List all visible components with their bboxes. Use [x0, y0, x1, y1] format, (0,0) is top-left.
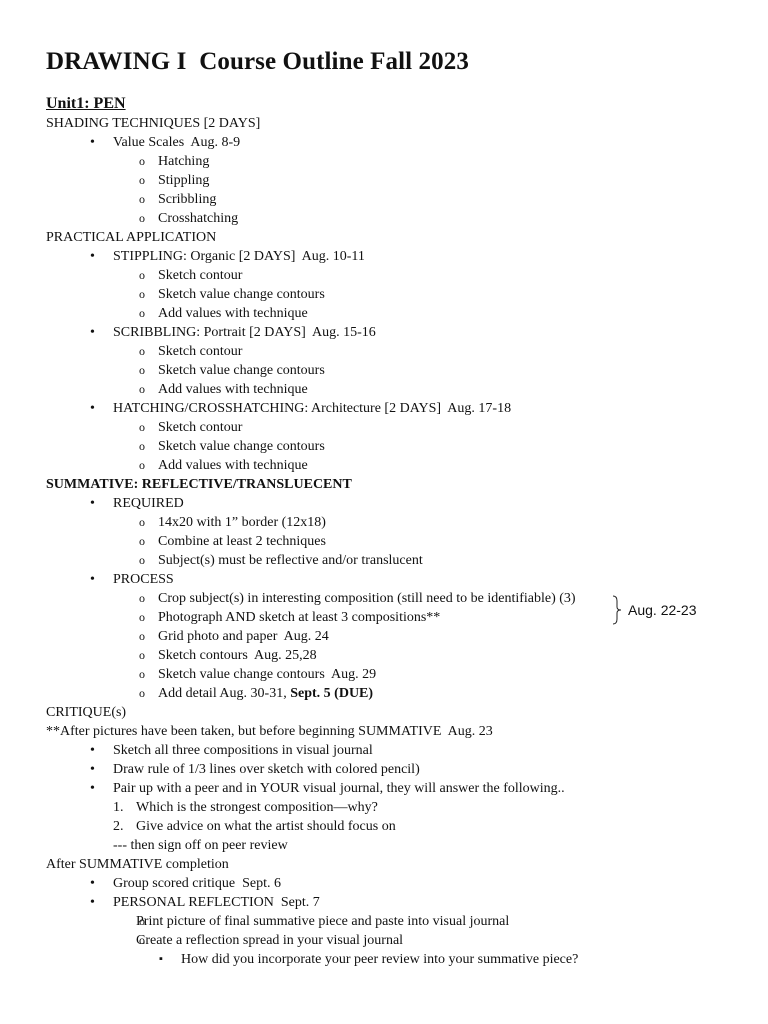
numbered-item [46, 798, 746, 817]
list-subitem: o Sketch value change contours [46, 361, 746, 380]
critique-note: **After pictures have been taken, but before beginning SUMMATIVE Aug. 23 [46, 724, 493, 739]
list-subitem: o Print picture of final summative piece and paste into visual journal [46, 912, 746, 931]
list-subitem: o Sketch contour [46, 418, 746, 437]
list-item: • SCRIBBLING: Portrait [2 DAYS] Aug. 15-16 [46, 323, 746, 342]
list-subitem: o Sketch value change contours Aug. 29 [46, 665, 746, 684]
list-subitem: o Photograph AND sketch at least 3 compositions** [46, 608, 746, 627]
list-subitem: o Grid photo and paper Aug. 24 [46, 627, 746, 646]
list-subitem: o Sketch contours Aug. 25,28 [46, 646, 746, 665]
list-item: • REQUIRED [46, 494, 746, 513]
numbered-text: Which is the strongest composition—why? [136, 800, 378, 815]
list-item: • STIPPLING: Organic [2 DAYS] Aug. 10-11 [46, 247, 746, 266]
list-subitem: o 14x20 with 1” border (12x18) [46, 513, 746, 532]
unit-heading: Unit1: PEN [46, 95, 126, 112]
due-date: Sept. 5 (DUE) [290, 686, 374, 701]
list-subitem: o Add values with technique [46, 304, 746, 323]
list-item: • Pair up with a peer and in YOUR visual journal, they will answer the following.. [46, 779, 746, 798]
signoff-note: --- then sign off on peer review [113, 838, 288, 853]
list-subitem: o Subject(s) must be reflective and/or translucent [46, 551, 746, 570]
list-item: • Group scored critique Sept. 6 [46, 874, 746, 893]
due-prefix: Add detail Aug. 30-31, [158, 686, 291, 701]
list-item: • Value Scales Aug. 8-9 [46, 133, 746, 152]
numbered-text: Give advice on what the artist should focus on [136, 819, 396, 834]
list-subitem [46, 684, 746, 703]
number-label: 1. [113, 800, 124, 815]
list-item: • Sketch all three compositions in visual journal [46, 741, 746, 760]
list-subitem: o Sketch value change contours [46, 437, 746, 456]
numbered-item [46, 817, 746, 836]
right-brace-icon [612, 595, 618, 623]
list-subitem: o Sketch contour [46, 266, 746, 285]
list-subitem: o Add values with technique [46, 380, 746, 399]
list-item: • HATCHING/CROSSHATCHING: Architecture [2 DAYS] Aug. 17-18 [46, 399, 746, 418]
list-subitem: o Add values with technique [46, 456, 746, 475]
list-item: • Draw rule of 1/3 lines over sketch with colored pencil) [46, 760, 746, 779]
list-subitem: o Sketch contour [46, 342, 746, 361]
list-subitem: o Crop subject(s) in interesting composition (still need to be identifiable) (3) [46, 589, 746, 608]
after-heading: After SUMMATIVE completion [46, 857, 229, 872]
shading-heading: SHADING TECHNIQUES [2 DAYS] [46, 116, 261, 131]
critique-heading: CRITIQUE(s) [46, 705, 127, 720]
list-subsubitem: ▪ How did you incorporate your peer review into your summative piece? [46, 950, 746, 969]
list-subitem: o Stippling [46, 171, 746, 190]
practical-heading: PRACTICAL APPLICATION [46, 230, 217, 245]
summative-heading: SUMMATIVE: REFLECTIVE/TRANSLUECENT [46, 477, 352, 492]
list-item: • PERSONAL REFLECTION Sept. 7 [46, 893, 746, 912]
document-title: DRAWING I Course Outline Fall 2023 [46, 48, 469, 75]
list-subitem: o Hatching [46, 152, 746, 171]
brace-shape [612, 595, 622, 625]
list-subitem: o Create a reflection spread in your visual journal [46, 931, 746, 950]
bracket-date-note: Aug. 22-23 [628, 602, 697, 618]
number-label: 2. [113, 819, 124, 834]
list-subitem: o Combine at least 2 techniques [46, 532, 746, 551]
list-subitem: o Crosshatching [46, 209, 746, 228]
list-item: • PROCESS [46, 570, 746, 589]
list-subitem: o Sketch value change contours [46, 285, 746, 304]
list-subitem: o Scribbling [46, 190, 746, 209]
outline-body [46, 94, 746, 969]
